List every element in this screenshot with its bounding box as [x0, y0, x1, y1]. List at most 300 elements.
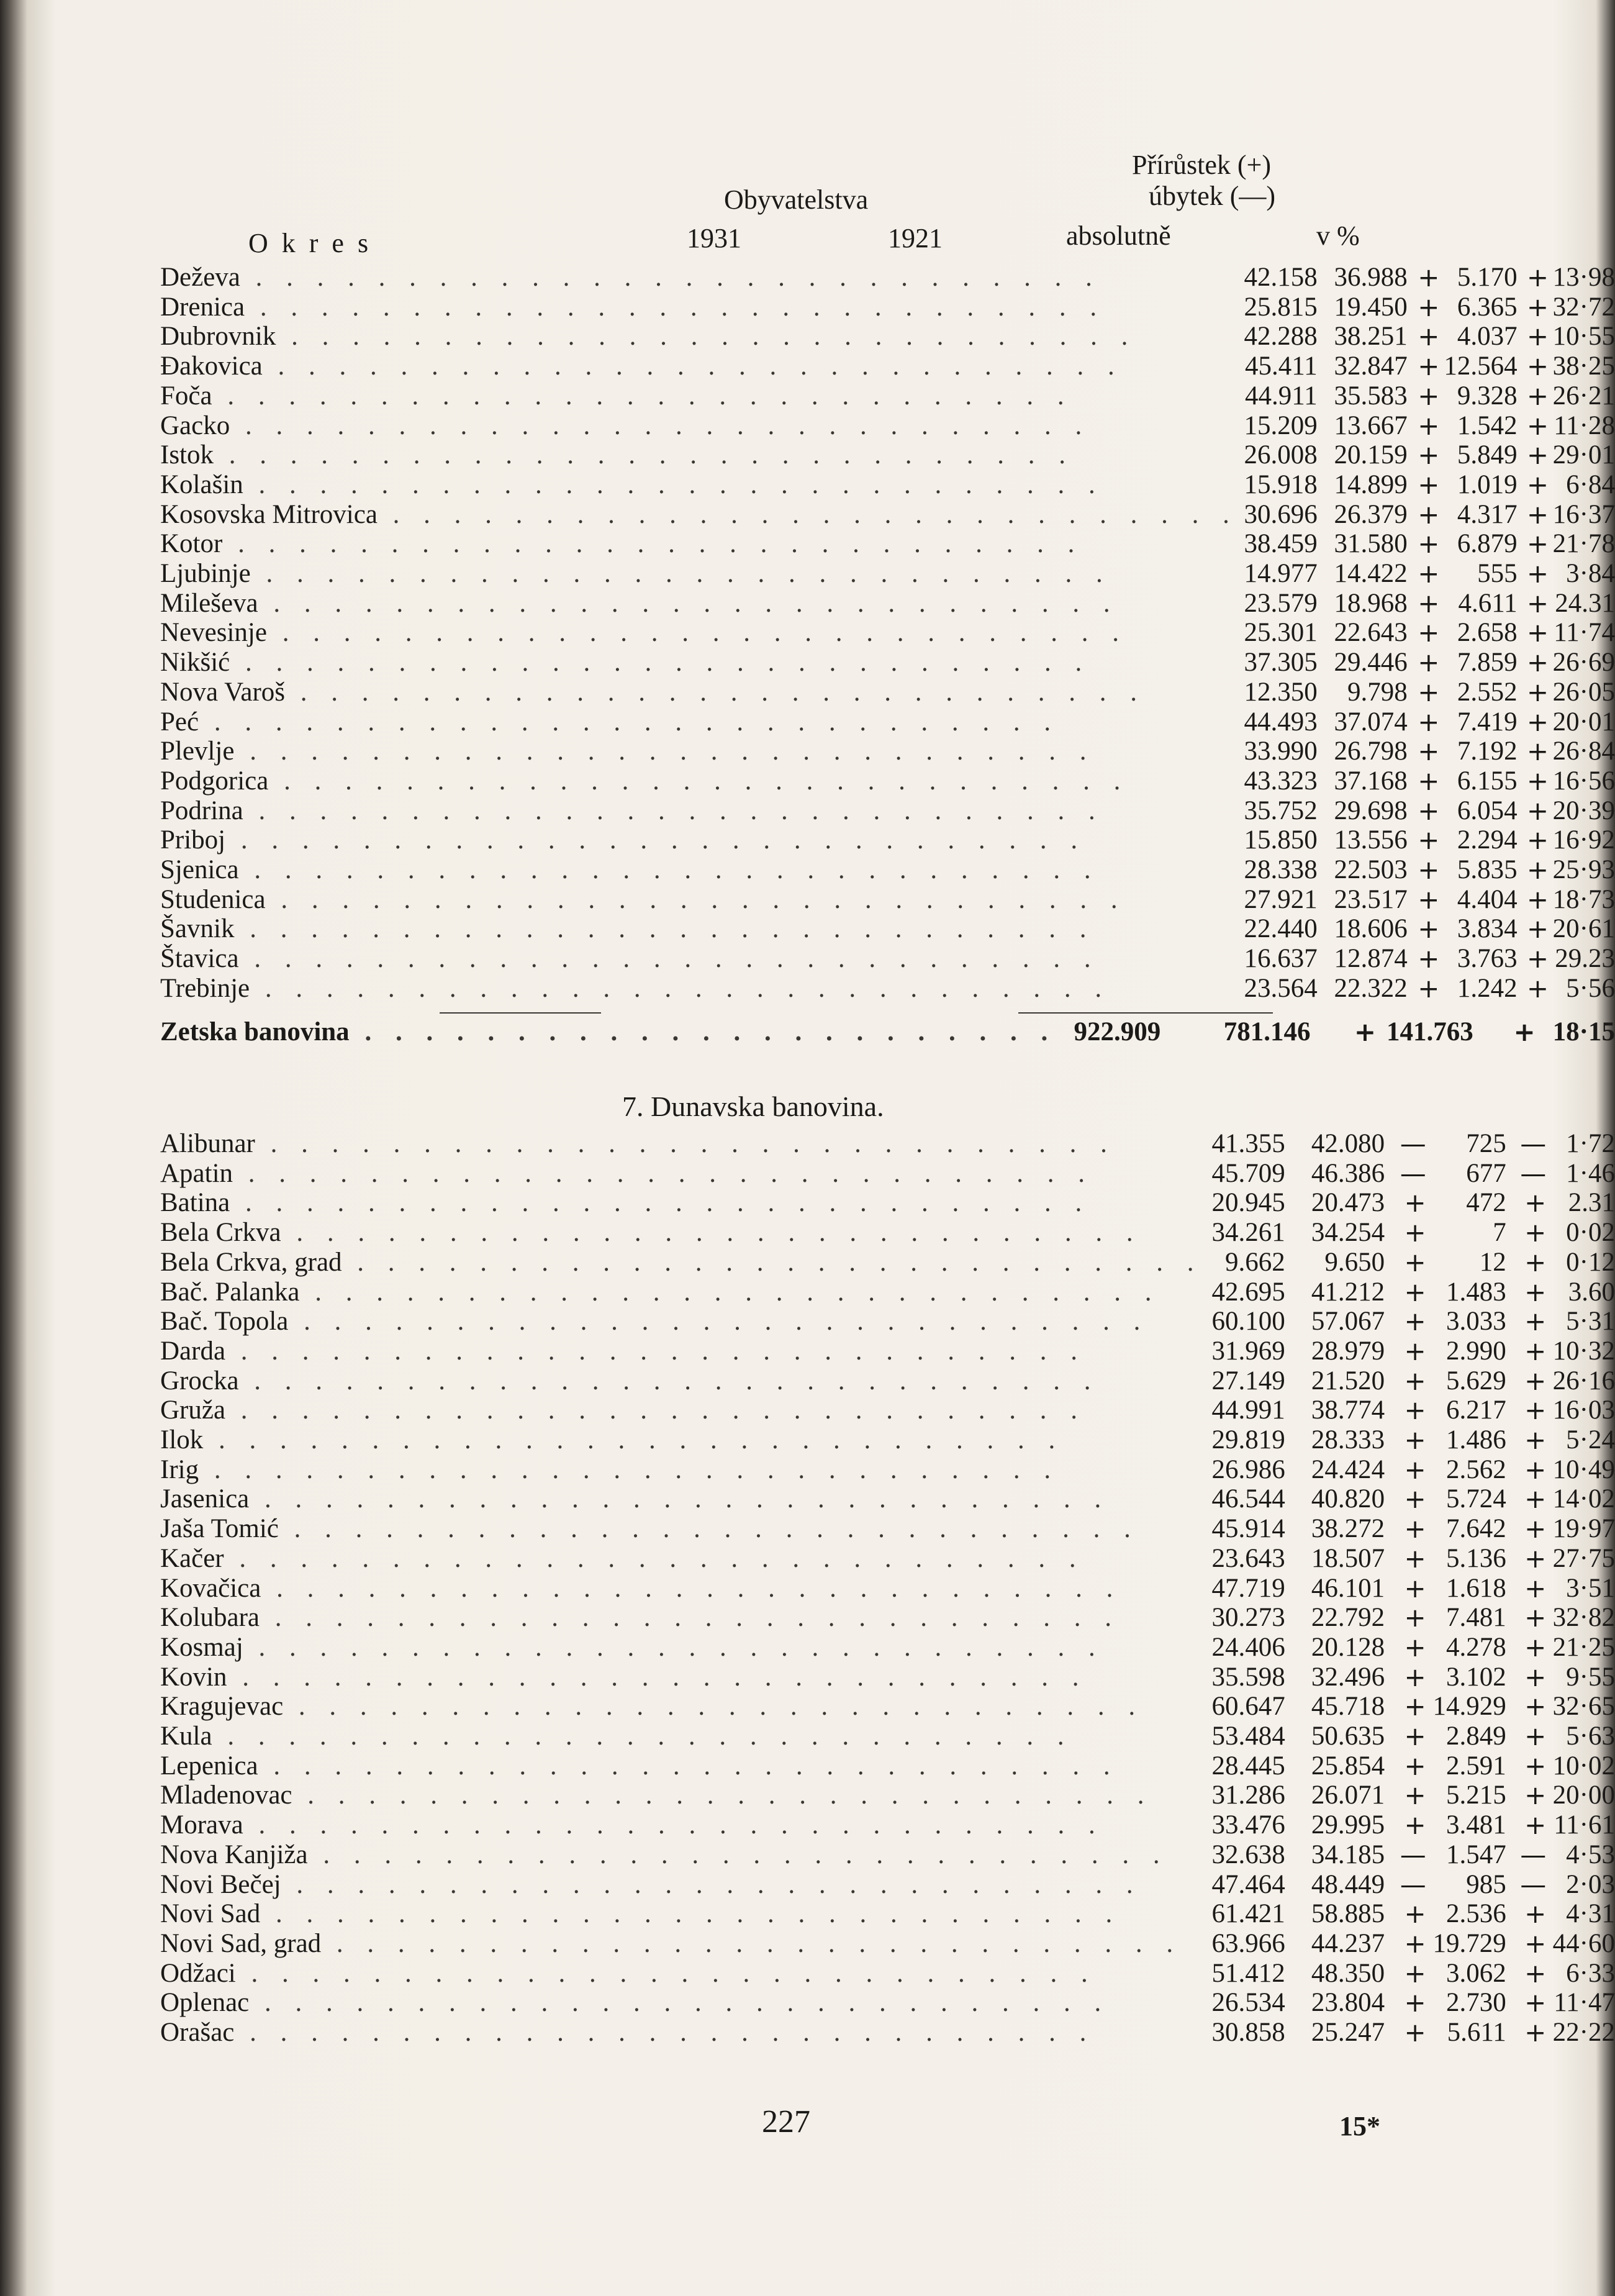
okres-name-cell [160, 500, 1238, 530]
okres-name-cell [160, 1722, 1203, 1751]
okres-name-cell [160, 825, 1238, 855]
table-row [160, 1336, 1615, 1366]
leader-dots: . . . . . . . . . . . . . . . . . . . . . . . . . . . . [292, 1781, 1153, 1810]
percent-sign: + [1524, 1780, 1547, 1811]
okres-name: Plevlje [160, 737, 235, 766]
value-1931: 28.445 [1211, 1751, 1285, 1781]
okres-name: Mladenovac [160, 1781, 292, 1810]
value-1921: 26.071 [1311, 1781, 1385, 1810]
change-sign: — [1400, 1158, 1426, 1189]
percent-sign: + [1526, 588, 1549, 619]
value-1931: 24.406 [1211, 1632, 1285, 1662]
okres-name-cell [160, 1455, 1203, 1485]
percent-sign: + [1524, 1899, 1547, 1930]
okres-name: Bač. Topola [160, 1307, 289, 1336]
change-percent: 10·55 [1552, 322, 1615, 352]
okres-name-cell [160, 1395, 1203, 1425]
change-absolute: 725 [1466, 1129, 1506, 1158]
change-percent: 1·46 [1566, 1158, 1615, 1188]
leader-dots: . . . . . . . . . . . . . . . . . . . . . . . . . . . . [199, 707, 1060, 737]
leader-dots: . . . . . . . . . . . . . . . . . . . . . . . . . . . . [240, 263, 1101, 292]
value-1921: 22.643 [1334, 618, 1408, 648]
okres-name-cell [160, 1277, 1203, 1307]
okres-name-cell [160, 707, 1238, 737]
okres-name: Ilok [160, 1425, 204, 1455]
value-1921: 48.350 [1311, 1958, 1385, 1988]
leader-dots: . . . . . . . . . . . . . . . . . . . . . . . . . . . . [258, 588, 1119, 618]
table-row [160, 440, 1615, 470]
change-percent: 0·12 [1566, 1247, 1615, 1277]
change-percent: 10·32 [1552, 1336, 1615, 1366]
change-sign: + [1418, 440, 1440, 471]
table-row [160, 500, 1615, 530]
table-row [160, 1781, 1615, 1810]
table-row [160, 1395, 1615, 1425]
percent-sign: + [1524, 1661, 1547, 1692]
total-name-cell [160, 1017, 1056, 1047]
okres-name: Deževa [160, 263, 240, 292]
leader-dots: . . . . . . . . . . . . . . . . . . . . . . . . . . . . [249, 1484, 1110, 1514]
value-1931: 29.819 [1211, 1425, 1285, 1455]
percent-sign: + [1526, 529, 1549, 560]
leader-dots: . . . . . . . . . . . . . . . . . . . . . . . . . . . . [199, 1454, 1060, 1484]
table-row [160, 1722, 1615, 1751]
change-percent: 32·82 [1552, 1603, 1615, 1633]
percent-sign: + [1526, 291, 1549, 322]
header-v-pct: v % [1316, 220, 1360, 251]
value-1921: 18.968 [1334, 588, 1408, 618]
okres-name: Gacko [160, 411, 230, 440]
percent-sign: + [1526, 973, 1549, 1004]
leader-dots: . . . . . . . . . . . . . . . . . . . . . . . . . . . . [255, 1129, 1116, 1158]
okres-name: Nova Kanjiža [160, 1840, 308, 1869]
change-percent: 5·31 [1566, 1307, 1615, 1336]
table-row [160, 2018, 1615, 2048]
okres-name-cell [160, 944, 1238, 974]
percent-sign: + [1526, 321, 1549, 352]
change-percent: 26·21 [1552, 381, 1615, 411]
leader-dots: . . . . . . . . . . . . . . . . . . . . . . . . . . . . [234, 914, 1095, 944]
percent-sign: + [1524, 1543, 1547, 1574]
value-1921: 42.080 [1311, 1129, 1385, 1158]
value-1921: 23.517 [1334, 884, 1408, 914]
table-row [160, 559, 1615, 589]
percent-sign: + [1526, 765, 1549, 796]
okres-name: Nikšić [160, 648, 230, 678]
value-1931: 45.914 [1211, 1514, 1285, 1544]
change-sign: + [1404, 1513, 1426, 1545]
okres-name-cell [160, 1336, 1203, 1366]
leader-dots: . . . . . . . . . . . . . . . . . . . . . . . . . . . . [235, 1958, 1097, 1988]
leader-dots: . . . . . . . . . . . . . . . . . . . . . . . . . . . . [288, 1307, 1149, 1336]
leader-dots: . . . . . . . . . . . . . . . . . . . . . . . . . . . . [203, 1425, 1064, 1455]
okres-name: Kolubara [160, 1603, 260, 1633]
change-percent: 14·02 [1552, 1484, 1615, 1514]
value-1921: 18.507 [1311, 1543, 1385, 1573]
percent-sign: + [1524, 1365, 1547, 1396]
value-1931: 53.484 [1211, 1722, 1285, 1751]
change-sign: + [1418, 765, 1440, 796]
percent-sign: — [1520, 1158, 1547, 1189]
okres-name: Štavica [160, 944, 239, 974]
okres-name: Kolašin [160, 470, 243, 499]
percent-sign: + [1524, 1217, 1547, 1248]
okres-name-cell [160, 1484, 1203, 1514]
value-1931: 25.815 [1244, 292, 1318, 322]
change-absolute: 5.170 [1457, 263, 1518, 292]
percent-sign: + [1526, 351, 1549, 382]
okres-name: Alibunar [160, 1129, 255, 1158]
okres-name-cell [160, 1514, 1203, 1544]
change-percent: 16·56 [1552, 766, 1615, 796]
okres-name: Gruža [160, 1395, 226, 1425]
table-row [160, 1188, 1615, 1218]
percent-sign: + [1526, 706, 1549, 737]
change-percent: 22·22 [1552, 2018, 1615, 2048]
change-percent: 5·56 [1566, 973, 1615, 1003]
table-row [160, 1544, 1615, 1574]
change-absolute: 12.564 [1444, 352, 1518, 381]
okres-name-cell [160, 1129, 1203, 1159]
value-1931: 30.696 [1244, 499, 1318, 529]
leader-dots: . . . . . . . . . . . . . . . . . . . . . . . . . . . . [238, 1366, 1100, 1395]
percent-sign: + [1524, 1810, 1547, 1841]
change-absolute: 3.102 [1446, 1662, 1506, 1692]
leader-dots: . . . . . . . . . . . . . . . . . . . . . . . . . . . . [238, 855, 1100, 885]
okres-name: Šavnik [160, 914, 235, 944]
change-absolute: 5.611 [1447, 2018, 1506, 2048]
okres-name: Bač. Palanka [160, 1277, 300, 1307]
okres-name-cell [160, 1663, 1203, 1692]
header-okres: Okres [248, 228, 382, 258]
value-1931: 30.858 [1211, 2018, 1285, 2048]
dunavska-table [160, 1129, 1615, 2048]
change-absolute: 19.729 [1432, 1928, 1506, 1958]
okres-name-cell [160, 737, 1238, 766]
value-1931: 14.977 [1244, 559, 1318, 589]
change-sign: + [1404, 1928, 1426, 1959]
value-1931: 20.945 [1211, 1188, 1285, 1218]
leader-dots: . . . . . . . . . . . . . . . . . . . . . . . . . . . . [234, 737, 1095, 766]
value-1921: 9.650 [1324, 1247, 1385, 1277]
value-1921: 19.450 [1334, 292, 1408, 322]
table-row [160, 529, 1615, 559]
change-absolute: 5.136 [1446, 1543, 1506, 1573]
percent-sign: + [1524, 1602, 1547, 1633]
change-percent: 11·47 [1554, 1988, 1615, 2018]
value-1931: 42.288 [1244, 322, 1318, 352]
value-1921: 37.074 [1334, 707, 1408, 737]
value-1921: 13.556 [1334, 825, 1408, 855]
value-1931: 15.209 [1244, 411, 1318, 440]
table-row [160, 1692, 1615, 1722]
table-row [160, 1129, 1615, 1159]
leader-dots: . . . . . . . . . . . . . . . . . . . . . . . . . . . . [243, 1810, 1104, 1840]
percent-sign: + [1524, 1246, 1547, 1277]
change-sign: + [1404, 1602, 1426, 1633]
value-1931: 51.412 [1211, 1958, 1285, 1988]
change-percent: 11·61 [1554, 1810, 1615, 1840]
value-1921: 28.979 [1311, 1336, 1385, 1366]
value-1921: 32.847 [1334, 352, 1408, 381]
change-sign: + [1418, 647, 1440, 678]
value-1921: 38.251 [1334, 322, 1408, 352]
value-1921: 34.185 [1311, 1840, 1385, 1869]
okres-name: Novi Bečej [160, 1869, 281, 1899]
change-absolute: 1.486 [1446, 1425, 1506, 1455]
percent-sign: + [1526, 676, 1549, 707]
change-absolute: 1.618 [1446, 1573, 1506, 1603]
okres-name-cell [160, 352, 1238, 381]
change-absolute: 1.547 [1446, 1840, 1506, 1869]
change-sign: + [1418, 262, 1440, 293]
change-absolute: 4.037 [1457, 322, 1518, 352]
okres-name-cell [160, 914, 1238, 944]
value-1921: 35.583 [1334, 381, 1408, 411]
value-1931: 26.008 [1244, 440, 1318, 470]
okres-name-cell [160, 1633, 1203, 1663]
change-sign: + [1418, 499, 1440, 530]
change-percent: 16·03 [1552, 1395, 1615, 1425]
okres-name-cell [160, 618, 1238, 648]
value-1921: 22.322 [1334, 973, 1408, 1003]
percent-sign: + [1526, 262, 1549, 293]
change-absolute: 2.536 [1446, 1899, 1506, 1929]
okres-name: Podrina [160, 796, 243, 825]
value-1921: 14.422 [1334, 559, 1408, 589]
table-row [160, 1959, 1615, 1989]
value-1921: 23.804 [1311, 1988, 1385, 2018]
change-absolute: 2.730 [1446, 1988, 1506, 2018]
leader-dots: . . . . . . . . . . . . . . . . . . . . . . . . . . . . [222, 529, 1083, 559]
change-absolute: 9.328 [1457, 381, 1518, 411]
leader-dots: . . . . . . . . . . . . . . . . . . . . . . . . . . . . [230, 648, 1091, 678]
change-absolute: 2.658 [1457, 618, 1518, 648]
leader-dots: . . . . . . . . . . . . . . . . . . . . . . . . . . . . [377, 499, 1238, 529]
value-1921: 25.854 [1311, 1751, 1385, 1781]
change-percent: 16·37 [1552, 499, 1615, 529]
change-absolute: 7.192 [1457, 737, 1518, 766]
leader-dots: . . . . . . . . . . . . . . . . . . . . . . . . . . . . [260, 1603, 1120, 1633]
leader-dots: . . . . . . . . . . . . . . . . . . . . . . . . . . . . [265, 884, 1126, 914]
table-row [160, 1870, 1615, 1900]
okres-name-cell [160, 1692, 1203, 1722]
change-percent: 20·61 [1552, 914, 1615, 944]
change-absolute: 1.242 [1457, 973, 1518, 1003]
percent-sign: + [1524, 2017, 1547, 2048]
table-row [160, 322, 1615, 352]
okres-name: Studenica [160, 884, 266, 914]
okres-name: Đakovica [160, 352, 263, 381]
change-absolute: 6.217 [1446, 1395, 1506, 1425]
value-1921: 14.899 [1334, 470, 1408, 499]
change-percent: 2.31 [1568, 1188, 1615, 1218]
okres-name: Peć [160, 707, 199, 737]
change-percent: 13·98 [1552, 263, 1615, 292]
value-1921: 22.503 [1334, 855, 1408, 885]
percent-sign: + [1526, 410, 1549, 441]
leader-dots: . . . . . . . . . . . . . . . . . . . . . . . . . . . . [281, 1218, 1142, 1248]
change-percent: 0·02 [1566, 1218, 1615, 1248]
change-absolute: 3.481 [1446, 1810, 1506, 1840]
change-absolute: 14.929 [1432, 1692, 1506, 1722]
value-1921: 46.101 [1311, 1573, 1385, 1603]
leader-dots: . . . . . . . . . . . . . . . . . . . . . . . . . . . . [276, 322, 1137, 352]
value-1931: 33.476 [1211, 1810, 1285, 1840]
percent-sign: + [1524, 1395, 1547, 1426]
value-1921: 29.698 [1334, 796, 1408, 825]
table-row [160, 1366, 1615, 1396]
percent-sign: + [1526, 914, 1549, 945]
value-1931: 35.752 [1244, 796, 1318, 825]
change-absolute: 7 [1493, 1218, 1506, 1248]
change-absolute: 985 [1466, 1869, 1506, 1899]
okres-name: Odžaci [160, 1958, 236, 1988]
leader-dots: . . . . . . . . . . . . . . . . . . . . . . . . . . . . [243, 1632, 1104, 1662]
value-1931: 28.338 [1244, 855, 1318, 885]
leader-dots: . . . . . . . . . . . . . . . . . . . . . . . . . . . . [249, 1988, 1110, 2018]
leader-dots: . . . . . . . . . . . . . . . . . . . . . . . . . . . . [321, 1928, 1182, 1958]
change-sign: + [1404, 1187, 1426, 1218]
change-percent: 26·16 [1552, 1366, 1615, 1395]
okres-name: Grocka [160, 1366, 239, 1395]
change-absolute: 6.879 [1457, 529, 1518, 559]
change-sign: + [1404, 2017, 1426, 2048]
table-row [160, 1663, 1615, 1692]
leader-dots: . . . . . . . . . . . . . . . . . . . . . . . . . . . . [227, 1662, 1088, 1692]
change-sign: + [1404, 1365, 1426, 1396]
change-absolute: 472 [1466, 1188, 1506, 1218]
change-percent: 25·93 [1552, 855, 1615, 885]
change-sign: + [1404, 1306, 1426, 1337]
change-percent: 3·51 [1566, 1573, 1615, 1603]
okres-name-cell [160, 855, 1238, 885]
table-row [160, 352, 1615, 381]
okres-name: Kotor [160, 529, 223, 559]
change-absolute: 7.859 [1457, 648, 1518, 678]
change-percent: 21·78 [1552, 529, 1615, 559]
change-sign: + [1404, 1810, 1426, 1841]
table-row [160, 1840, 1615, 1870]
okres-name-cell [160, 1899, 1203, 1929]
section-title-dunavska: 7. Dunavska banovina. [622, 1091, 884, 1122]
change-percent: 19·97 [1552, 1514, 1615, 1544]
change-sign: + [1418, 617, 1440, 648]
value-1921: 32.496 [1311, 1662, 1385, 1692]
change-absolute: 6.155 [1457, 766, 1518, 796]
value-1931: 37.305 [1244, 648, 1318, 678]
table-row [160, 1751, 1615, 1781]
change-absolute: 1.483 [1446, 1277, 1506, 1307]
okres-name-cell [160, 1929, 1203, 1959]
change-percent: 44·60 [1552, 1928, 1615, 1958]
percent-sign: + [1526, 736, 1549, 767]
change-sign: + [1404, 1395, 1426, 1426]
percent-sign: + [1524, 1335, 1547, 1366]
okres-name: Kosovska Mitrovica [160, 499, 378, 529]
table-row [160, 1248, 1615, 1277]
change-sign: + [1418, 706, 1440, 737]
change-sign: — [1400, 1869, 1426, 1900]
percent-sign: + [1526, 499, 1549, 530]
total-pct: 18·15 [1552, 1017, 1615, 1046]
value-1921: 29.446 [1334, 648, 1408, 678]
zetska-total-table [160, 1017, 1615, 1047]
value-1921: 28.333 [1311, 1425, 1385, 1455]
table-row [160, 589, 1615, 619]
change-percent: 6·84 [1566, 470, 1615, 499]
change-absolute: 4.278 [1446, 1632, 1506, 1662]
value-1931: 31.969 [1211, 1336, 1285, 1366]
change-sign: + [1418, 469, 1440, 500]
percent-sign: — [1520, 1869, 1547, 1900]
table-row [160, 766, 1615, 796]
value-1931: 61.421 [1211, 1899, 1285, 1929]
change-absolute: 4.317 [1457, 499, 1518, 529]
value-1931: 26.986 [1211, 1454, 1285, 1484]
header-absolutne: absolutně [1066, 220, 1171, 251]
total-abs: 141.763 [1387, 1017, 1473, 1046]
value-1931: 15.850 [1244, 825, 1318, 855]
change-absolute: 12 [1479, 1247, 1506, 1277]
change-sign: + [1418, 795, 1440, 826]
okres-name-cell [160, 293, 1238, 322]
okres-name-cell [160, 589, 1238, 619]
table-row [160, 381, 1615, 411]
value-1931: 25.301 [1244, 618, 1318, 648]
change-absolute: 3.033 [1446, 1307, 1506, 1336]
table-row [160, 1159, 1615, 1189]
value-1931: 16.637 [1244, 944, 1318, 974]
value-1931: 23.579 [1244, 588, 1318, 618]
value-1921: 24.424 [1311, 1454, 1385, 1484]
change-sign: + [1418, 410, 1440, 441]
value-1921: 9.798 [1347, 677, 1408, 707]
table-row [160, 648, 1615, 678]
okres-name: Kačer [160, 1543, 224, 1573]
signature-mark: 15* [1339, 2111, 1380, 2141]
value-1931: 44.493 [1244, 707, 1318, 737]
percent-sign: + [1526, 943, 1549, 974]
table-row [160, 1988, 1615, 2018]
total-sign: + [1354, 1017, 1377, 1047]
change-absolute: 5.724 [1446, 1484, 1506, 1514]
value-1931: 60.647 [1211, 1692, 1285, 1722]
change-sign: + [1418, 973, 1440, 1004]
change-percent: 26·69 [1552, 648, 1615, 678]
value-1931: 44.991 [1211, 1395, 1285, 1425]
value-1921: 41.212 [1311, 1277, 1385, 1307]
value-1921: 50.635 [1311, 1722, 1385, 1751]
change-percent: 32·65 [1552, 1692, 1615, 1722]
table-row [160, 737, 1615, 766]
okres-name: Kula [160, 1722, 212, 1751]
value-1921: 38.774 [1311, 1395, 1385, 1425]
change-absolute: 677 [1466, 1158, 1506, 1188]
page-number: 227 [762, 2104, 810, 2139]
okres-name-cell [160, 529, 1238, 559]
change-absolute: 2.294 [1457, 825, 1518, 855]
value-1931: 33.990 [1244, 737, 1318, 766]
okres-name: Novi Sad, grad [160, 1928, 322, 1958]
header-obyvatelstva: Obyvatelstva [724, 184, 869, 215]
okres-name-cell [160, 974, 1238, 1004]
percent-sign: + [1526, 440, 1549, 471]
value-1931: 63.966 [1211, 1928, 1285, 1958]
leader-dots: . . . . . . . . . . . . . . . . . . . . . . . . . . . . [285, 677, 1146, 707]
change-percent: 20·01 [1552, 707, 1615, 737]
percent-sign: + [1526, 617, 1549, 648]
